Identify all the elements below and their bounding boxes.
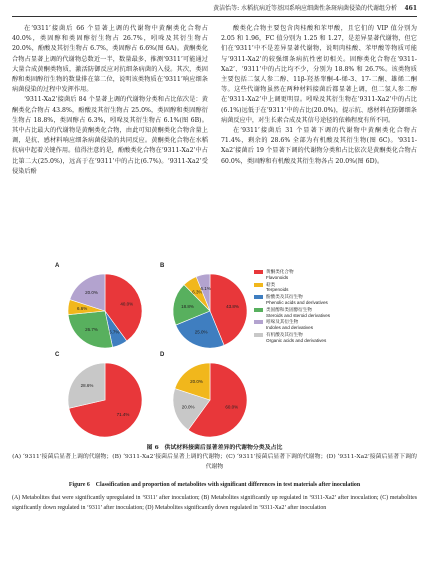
panel-label-a: A	[55, 263, 60, 269]
legend-label-cn: 萜类	[266, 281, 276, 287]
pie-slice-label: 18.8%	[181, 303, 194, 309]
pie-chart-c	[55, 352, 155, 442]
legend-label-en: Flavonoids	[266, 274, 289, 280]
pie-slice-label: 6.6%	[77, 306, 88, 312]
pie-slice-label: 26.7%	[85, 327, 98, 333]
pie-slice-label: 25.0%	[194, 329, 208, 335]
legend-swatch	[254, 333, 263, 337]
panel-label-d: D	[160, 352, 165, 358]
legend-label-en: Steroids and steroid derivatives	[266, 312, 331, 318]
running-title: 黄洁怡等: 水稻抗病近等基因系响应细菌性条斑病菌侵染的代谢组分析	[213, 5, 397, 12]
pie-slice-label: 20.0%	[85, 289, 98, 295]
legend-label-en: Phenolic acids and derivatives	[266, 299, 328, 305]
legend-item-steroids	[254, 307, 424, 319]
pie-slice-label: 71.4%	[116, 411, 130, 417]
legend-item-phenolic	[254, 294, 424, 306]
legend-label	[266, 282, 288, 294]
legend-item-organic	[254, 332, 424, 344]
running-header	[12, 2, 417, 17]
caption-en-title-text: Figure 6 Classification and proportion of metabolites with significant differences in test materials after inoculation	[68, 482, 361, 488]
legend-label	[266, 332, 326, 344]
legend-item-flavonoids	[254, 269, 424, 281]
legend-item-terpenoids	[254, 282, 424, 294]
legend-label	[266, 269, 294, 281]
paragraph: 在‘9311’接菌后 31 个显著下调的代谢物中黄酮类化合物占 71.4%，剩余的 28.6% 全部为有机酸及其衍生物(图 6C)。‘9311-Xa2’接菌后 19 个显著下调的代谢物分类和占比依次是黄酮类化合物占 60.0%，类固醇和有机酸及其衍生物各占 20.0%(图 6D)。	[221, 127, 417, 165]
legend-label-en: Indoles and derivatives	[266, 325, 313, 331]
paragraph: 在‘9311’接菌后 66 个显著上调的代谢物中黄酮类化合物占 40.0%，类固醇和类固醇衍生物占 26.7%，吲哚及其衍生物占 20.0%，酚酸及其衍生物占 6.7%，类固醇占 6.6%(图 6A)。黄酮类化合物占显著上调的代谢物总数近一半，数量最多，推测‘9311’可能通过大量合成黄酮类物质，激活防御反应对抗细条病菌的入侵。其次，类固醇和类固醇衍生物的数量排在第二位，说明该类物质在‘9311’响应细条病菌侵染的过程中发挥作用。	[12, 25, 208, 94]
figure-panel-c	[55, 352, 155, 442]
panel-label-b: B	[160, 263, 165, 269]
pie-chart-b	[160, 263, 260, 353]
legend-swatch	[254, 320, 263, 324]
legend-label-en: Terpenoids	[266, 287, 289, 293]
legend-label-cn: 酚酸类及其衍生物	[266, 294, 303, 300]
legend-label	[266, 319, 313, 331]
pie-chart-d	[160, 352, 260, 442]
left-column	[12, 24, 208, 177]
legend-swatch	[254, 270, 263, 274]
legend-label-cn: 有机酸及其衍生物	[266, 331, 303, 337]
caption-en-title	[12, 480, 417, 490]
caption-cn-title: 图 6 供试材料接菌后显著差异的代谢物分类及占比	[146, 444, 283, 451]
pie-slice-label: 6.3%	[192, 289, 203, 295]
legend-label	[266, 307, 330, 319]
legend-swatch	[254, 308, 263, 312]
pie-slice-label: 20.0%	[190, 378, 203, 384]
caption-cn-body: (A) ‘9311’接菌后显著上调的代谢物；(B) ‘9311-Xa2’接菌后显著上调的代谢物；(C) ‘9311’接菌后显著下调的代谢物；(D) ‘9311-Xa2’接菌后显著下调的代谢物	[12, 454, 417, 471]
figure-panel-d	[160, 352, 260, 442]
pie-slice-label: 6.1%	[200, 285, 211, 291]
legend-label-en: Organic acids and derivatives	[266, 337, 327, 343]
legend-swatch	[254, 283, 263, 287]
right-column	[221, 24, 417, 167]
legend-label-cn: 类固醇和类固醇衍生物	[266, 306, 312, 312]
panel-label-c: C	[55, 352, 60, 358]
pie-slice-label: 40.0%	[120, 301, 134, 307]
pie-chart-a	[55, 263, 155, 353]
pie-slice-label: 20.0%	[181, 404, 195, 410]
paragraph: 酸类化合物主要包含肉桂酸和苯甲酸，且它们的 VIP 值分别为 2.05 和 1.96，FC 值分别为 1.25 和 1.27，是差异显著代谢物，但它们在‘9311’中不是差异显著代谢物，说明肉桂酸、苯甲酸等物质可能与‘9311-Xa2’的较强细条病抗性密切相关。固醇类化合物在‘9311-Xa2’、‘9311’中的占比均不少，分别为 18.8% 和 26.7%。该类物质主要包括二氢人参二醇、11β-羟基睾酮-4-烯-3、17-二酮、雄烯二酮等。这些代谢物虽然在两种材料接菌后都显著上调，但二氢人参二醇在‘9311-Xa2’中上调更明显。吲哚及其衍生物在‘9311-Xa2’中的占比(6.1%)远低于在‘9311’中的占比(20.0%)，提示抗、感材料在防御细条病菌反应中，对生长素合成及其信号途径的依赖程度有所不同。	[221, 25, 417, 124]
legend-label-cn: 吲哚及其衍生物	[266, 319, 299, 325]
caption-en-body: (A) Metabolites that were significantly upregulated in ‘9311’ after inoculation; (B) Metabolites significantly up regulated in ‘9311-Xa2’ after inoculation; (C) metabolites significantly down regulated in ‘9311’ after inoculation; (D) Metabolites significantly down regulated in ‘9311-Xa2’ after inoculation	[12, 495, 417, 512]
pie-slice-label: 6.7%	[109, 329, 120, 335]
figure-panel-b	[160, 263, 260, 353]
legend-label	[266, 294, 328, 306]
pie-slice-label: 28.6%	[80, 383, 94, 389]
pie-slice-label: 60.0%	[225, 404, 239, 410]
legend-label-cn: 黄酮类化合物	[266, 269, 294, 274]
legend-item-indoles	[254, 319, 424, 331]
page-number: 461	[404, 5, 417, 12]
pie-slice-label: 43.8%	[226, 304, 239, 310]
figure-legend	[254, 269, 424, 345]
paragraph: ‘9311-Xa2’接菌后 84 个显著上调的代谢物分类和占比依次是：黄酮类化合物占 43.8%，酚酸及其衍生物占 25.0%，类固醇和类固醇衍生物占 18.8%，类固醇占 6.3%，吲哚及其衍生物占 6.1%(图 6B)。其中占比最大的代谢物是黄酮类化合物，由此可知黄酮类化合物含量上调，是抗、感材料响应细条病菌侵染的共同反应。黄酮类化合物在水稻抗病中起着关键作用。值得注意的是，酚酸类化合物在‘9311-Xa2’中占比第二大(25.0%)，远高于在‘9311’中的占比(6.7%)。‘9311-Xa2’受侵染后酚	[12, 96, 208, 175]
legend-swatch	[254, 295, 263, 299]
figure-panel-a	[55, 263, 155, 353]
